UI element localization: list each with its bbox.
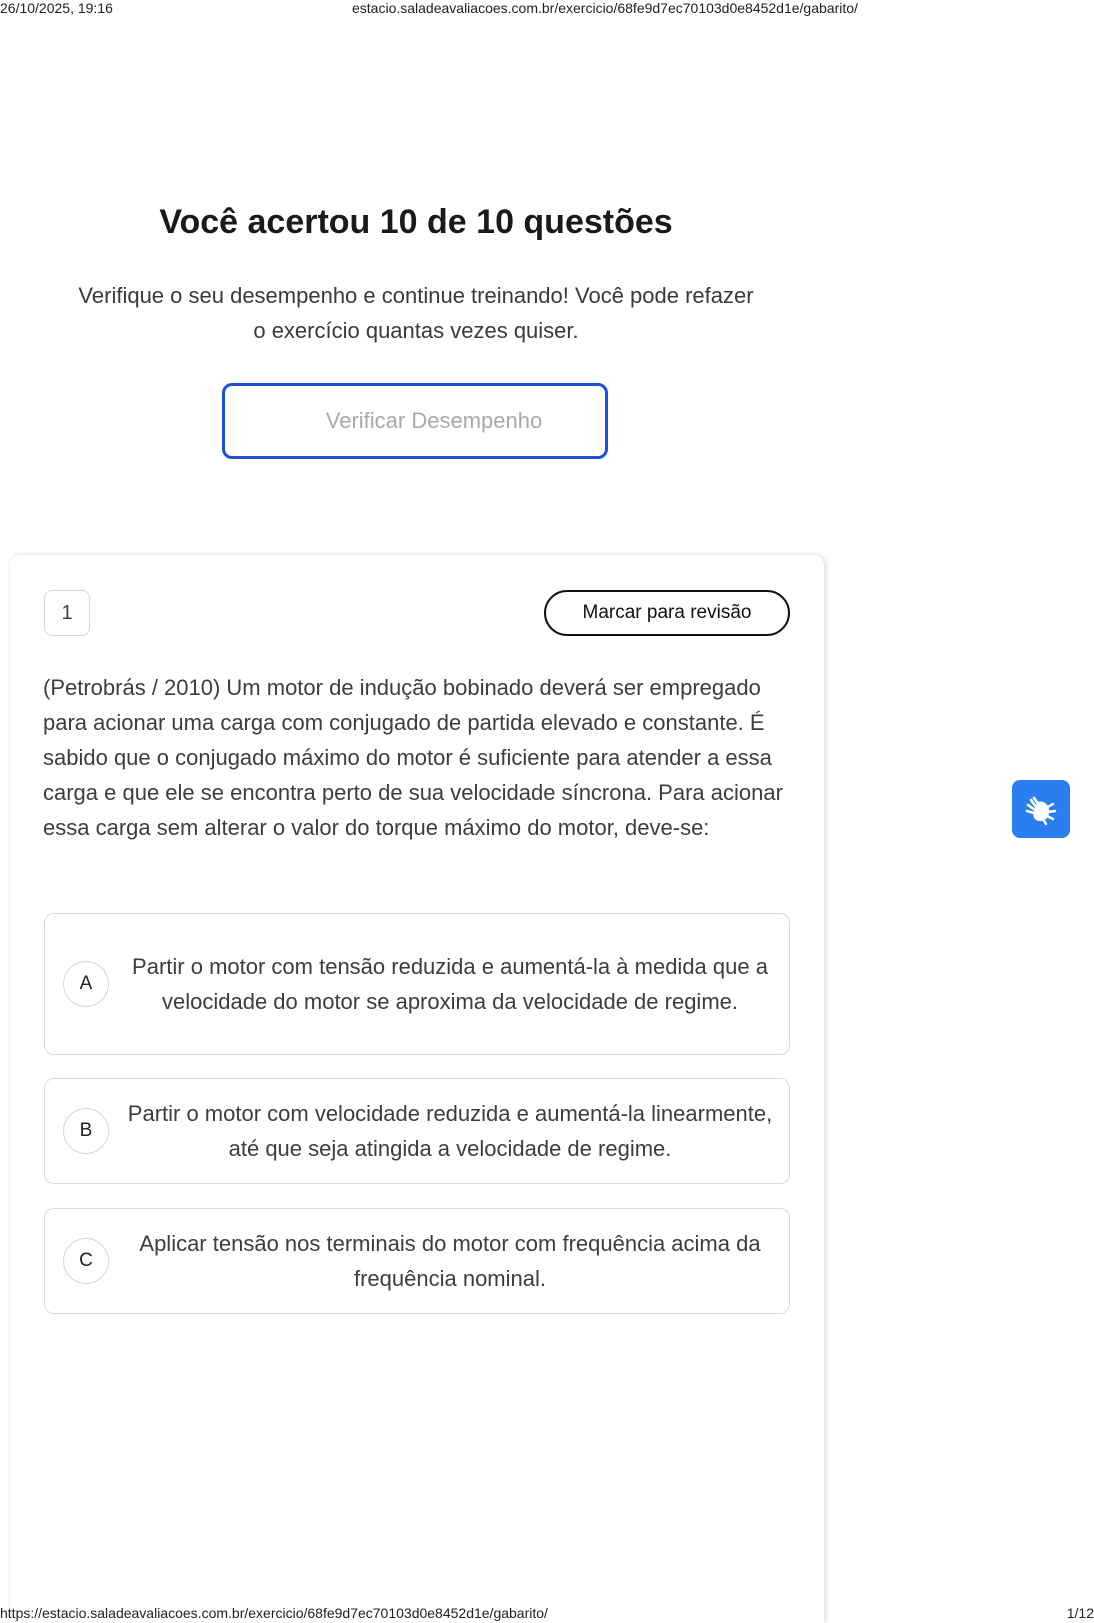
print-header bbox=[0, 0, 1094, 18]
print-datetime: 26/10/2025, 19:16 bbox=[0, 0, 113, 16]
option-c[interactable] bbox=[44, 1208, 790, 1314]
question-number: 1 bbox=[44, 590, 90, 636]
option-b[interactable] bbox=[44, 1078, 790, 1184]
option-letter: C bbox=[63, 1238, 109, 1284]
question-text: (Petrobrás / 2010) Um motor de indução bobinado deverá ser empregado para acionar uma carga com conjugado de partida elevado e constante. É sabido que o conjugado máximo do motor é suficiente para atender a essa carga e que ele se encontra perto de sua velocidade síncrona. Para acionar essa carga sem alterar o valor do torque máximo do motor, deve-se: bbox=[43, 675, 783, 840]
sign-language-hands-icon bbox=[1022, 790, 1060, 828]
option-letter: B bbox=[63, 1108, 109, 1154]
print-footer-url: https://estacio.saladeavaliacoes.com.br/exercicio/68fe9d7ec70103d0e8452d1e/gabarito/ bbox=[0, 1605, 548, 1621]
option-text: Partir o motor com tensão reduzida e aumentá-la à medida que a velocidade do motor se aproxima da velocidade de regime. bbox=[132, 954, 768, 1014]
result-subtitle: Verifique o seu desempenho e continue treinando! Você pode refazer o exercício quantas vezes quiser. bbox=[78, 283, 754, 343]
accessibility-widget-button[interactable] bbox=[1012, 780, 1070, 838]
option-text: Aplicar tensão nos terminais do motor com frequência acima da frequência nominal. bbox=[139, 1231, 761, 1291]
mark-for-review-button[interactable]: Marcar para revisão bbox=[544, 590, 790, 636]
option-text: Partir o motor com velocidade reduzida e aumentá-la linearmente, até que seja atingida a velocidade de regime. bbox=[127, 1101, 773, 1161]
page-counter: 1/12 bbox=[1066, 1605, 1094, 1621]
question-card bbox=[10, 555, 824, 1623]
result-title: Você acertou 10 de 10 questões bbox=[159, 203, 673, 241]
option-a[interactable] bbox=[44, 913, 790, 1055]
option-letter: A bbox=[63, 961, 109, 1007]
print-footer bbox=[0, 1603, 1094, 1623]
verify-performance-button[interactable]: Verificar Desempenho bbox=[222, 383, 608, 459]
print-header-url: estacio.saladeavaliacoes.com.br/exercicio/68fe9d7ec70103d0e8452d1e/gabarito/ bbox=[352, 0, 858, 16]
